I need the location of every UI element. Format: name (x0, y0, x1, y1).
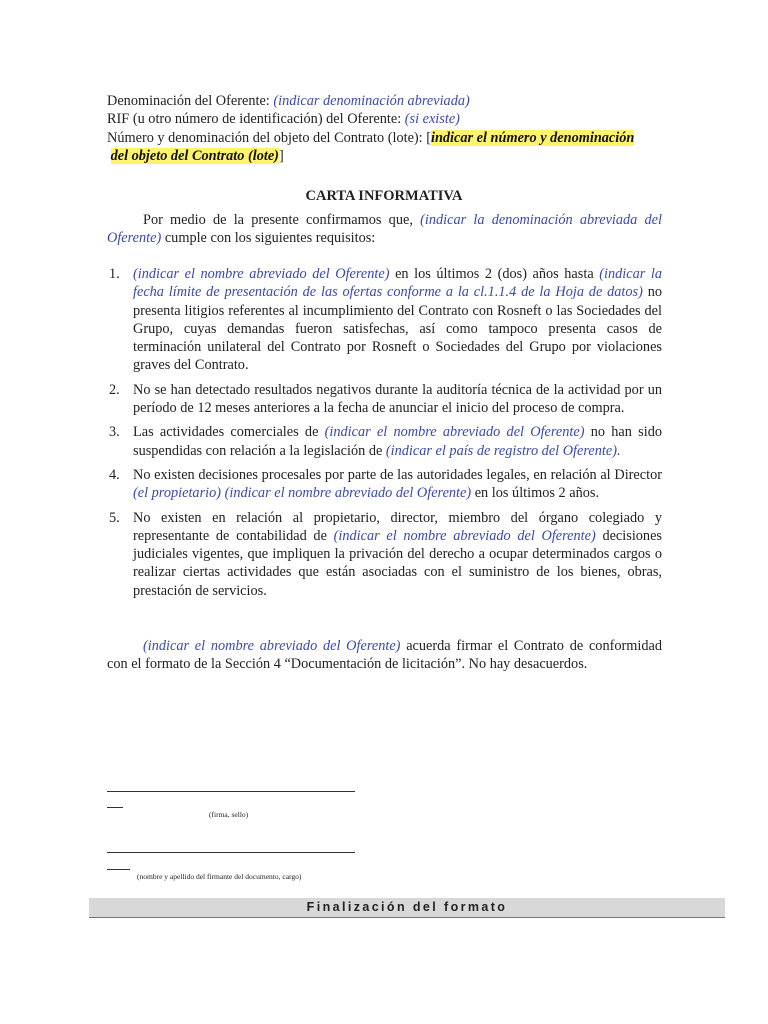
list-item-text: en los últimos 2 años. (471, 485, 600, 502)
list-item-text: No existen en relación al propietario, director, miembro del órgano colegiado y representante de contabilidad de (133, 509, 662, 544)
list-item-text: No existen decisiones procesales por parte de las autoridades legales, en relación al Director (133, 466, 662, 483)
list-item-number: 5. (109, 509, 120, 526)
bidder-name-placeholder: (indicar denominación abreviada) (273, 93, 470, 109)
intro-text-b: cumple con los siguientes requisitos: (161, 230, 376, 247)
closing-placeholder: (indicar el nombre abreviado del Oferente) (143, 638, 401, 654)
closing-text: acuerda firmar el Contrato de conformidad con el formato de la Sección 4 “Documentación de licitación”. No hay desacuerdos. (107, 638, 662, 673)
name-line-tail (107, 869, 130, 870)
list-item (107, 381, 662, 418)
signature-line-tail (107, 807, 123, 808)
rif-line (107, 110, 667, 128)
contract-object-line (107, 129, 667, 147)
list-item (107, 423, 662, 460)
list-item-text: No se han detectado resultados negativos durante la auditoría técnica de la actividad por un período de 12 meses anteriores a la fecha de anunciar el inicio del proceso de compra. (133, 381, 662, 417)
list-item-placeholder: (el propietario) (indicar el nombre abreviado del Oferente) (133, 485, 472, 502)
list-item-placeholder: (indicar el nombre abreviado del Oferente) (324, 424, 585, 441)
list-item-text: no han sido suspendidas con relación a la legislación de (133, 424, 662, 459)
list-item-placeholder: (indicar el país de registro del Oferente). (385, 442, 621, 459)
list-item-text: en los últimos 2 (dos) años hasta (389, 266, 600, 282)
closing-paragraph (107, 637, 662, 674)
list-item-number: 2. (109, 381, 120, 398)
list-item-text: Las actividades comerciales de (133, 424, 325, 441)
name-line (107, 852, 355, 853)
list-item-number: 4. (109, 466, 120, 483)
contract-object-highlight-b: del objeto del Contrato (lote) (110, 147, 279, 164)
list-item (107, 509, 662, 600)
list-item-text: decisiones judiciales vigentes, que impliquen la privación del derecho a ocupar determinados cargos o realizar ciertas actividades que están asociadas con el suministro de los bienes, obras, prestación de servicios. (133, 527, 662, 599)
list-item (107, 265, 662, 375)
bidder-name-label: Denominación del Oferente: (107, 93, 274, 109)
name-caption: (nombre y apellido del firmante del documento, cargo) (137, 872, 302, 881)
page-title: CARTA INFORMATIVA (305, 188, 463, 204)
signature-line (107, 791, 355, 792)
list-item-placeholder: (indicar el nombre abreviado del Oferente) (333, 527, 596, 544)
list-item-placeholder: (indicar el nombre abreviado del Oferente) (133, 266, 390, 282)
contract-object-line-2 (107, 147, 667, 165)
rif-placeholder: (si existe) (404, 111, 460, 128)
rif-label: RIF (u otro número de identificación) del Oferente: (107, 111, 405, 128)
end-of-form-banner: Finalización del formato (89, 898, 725, 918)
bidder-name-line (107, 92, 667, 110)
contract-object-highlight-a: indicar el número y denominación (430, 129, 635, 146)
intro-placeholder: (indicar la denominación abreviada del Oferente) (107, 212, 662, 247)
list-item (107, 466, 662, 503)
list-item-number: 3. (109, 424, 120, 441)
list-item-placeholder: (indicar la fecha límite de presentación de las ofertas conforme a la cl.1.1.4 de la Hoja de datos) (133, 266, 662, 301)
contract-object-label: Número y denominación del objeto del Contrato (lote): [ (107, 129, 431, 146)
signature-caption: (firma, sello) (209, 810, 249, 819)
intro-paragraph (107, 211, 662, 248)
bidder-header (107, 92, 667, 165)
list-item-text: no presenta litigios referentes al incumplimiento del Contrato con Rosneft o las Sociedades del Grupo, cuyas demandas fueron satisfechas, así como tampoco presenta casos de terminación unilateral del Contrato por Rosneft o Sociedades del Grupo por violaciones graves del Contrato. (133, 284, 663, 374)
contract-object-close: ] (278, 147, 284, 164)
requirements-list (107, 265, 662, 606)
intro-text-a: Por medio de la presente confirmamos que, (143, 212, 421, 228)
list-item-number: 1. (109, 266, 120, 282)
